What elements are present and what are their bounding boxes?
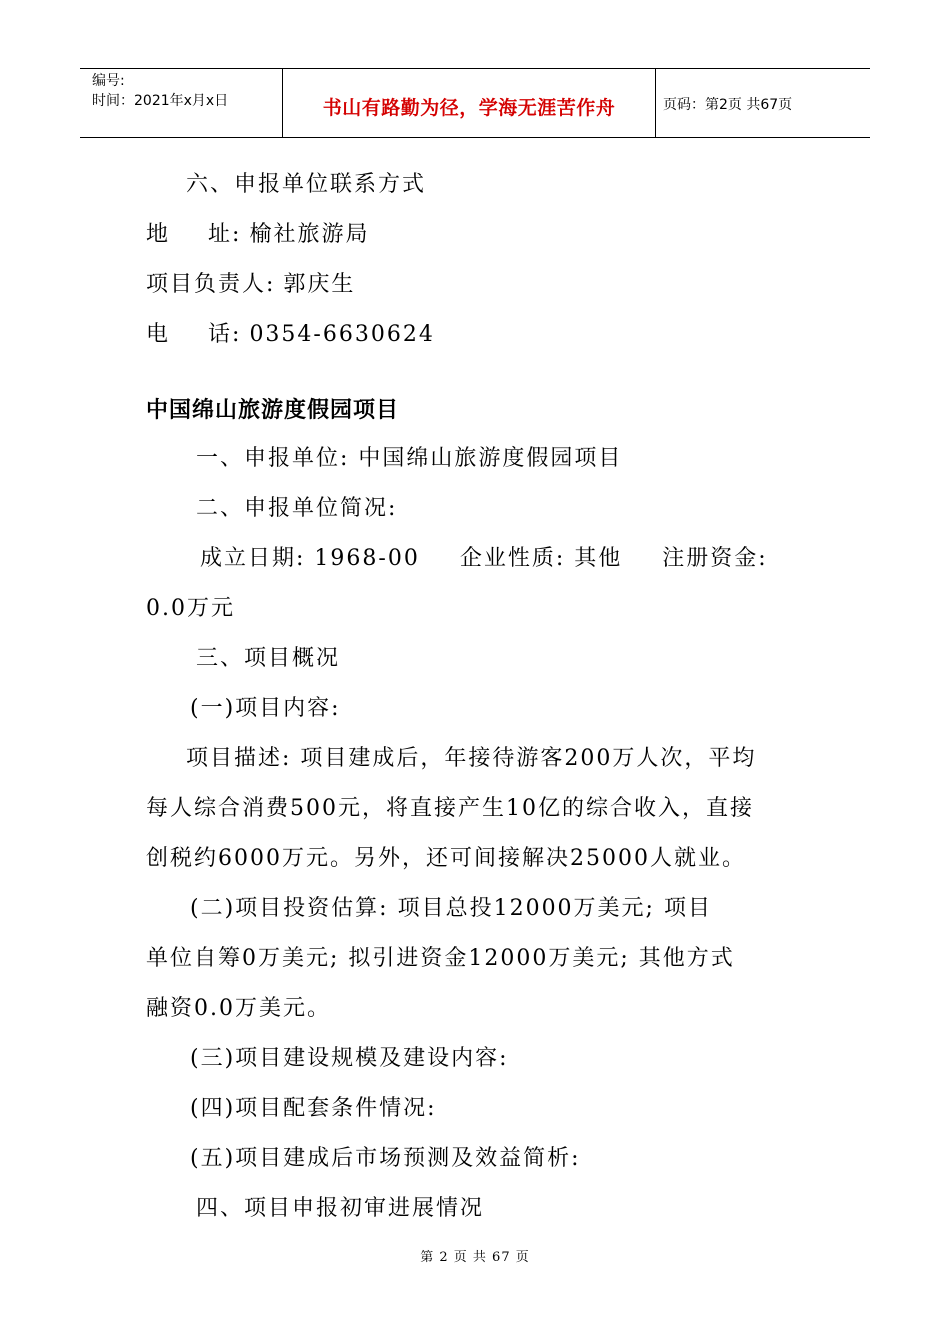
investment-line-1: (二)项目投资估算: 项目总投12000万美元; 项目 — [190, 896, 712, 921]
subsection-4: (四)项目配套条件情况: — [190, 1096, 437, 1121]
number-label: 编号: — [92, 73, 125, 89]
address-label-2: 址: — [208, 222, 242, 247]
header-meta-cell — [80, 69, 282, 137]
capital-value: 0.0万元 — [146, 596, 235, 621]
motto-text: 书山有路勤为径，学海无涯苦作舟 — [322, 97, 616, 119]
header-motto-cell — [282, 69, 656, 137]
page-info: 页码：第2页 共67页 — [663, 97, 793, 113]
page-header — [80, 68, 870, 138]
description-line-1: 项目描述: 项目建成后，年接待游客200万人次，平均 — [186, 746, 757, 771]
contact-heading: 六、申报单位联系方式 — [186, 172, 427, 197]
header-page-cell — [655, 69, 870, 137]
person-value: 郭庆生 — [283, 272, 356, 297]
person-label: 项目负责人: — [146, 272, 276, 297]
page-footer: 第 2 页 共 67 页 — [420, 1250, 530, 1265]
description-line-2: 每人综合消费500元，将直接产生10亿的综合收入，直接 — [146, 796, 754, 821]
subsection-5: (五)项目建成后市场预测及效益简析: — [190, 1146, 581, 1171]
person-line — [146, 270, 355, 300]
investment-line-2: 单位自筹0万美元; 拟引进资金12000万美元; 其他方式 — [146, 946, 735, 971]
address-line — [146, 220, 369, 250]
subsection-3: (三)项目建设规模及建设内容: — [190, 1046, 509, 1071]
phone-label: 电 — [146, 322, 171, 347]
phone-line — [146, 320, 435, 350]
project-title: 中国绵山旅游度假园项目 — [146, 398, 400, 423]
company-nature: 企业性质: 其他 — [459, 546, 623, 571]
section-4: 四、项目申报初审进展情况 — [196, 1196, 485, 1221]
section-1: 一、申报单位: 中国绵山旅游度假园项目 — [196, 446, 623, 471]
address-label: 地 — [146, 222, 171, 247]
section-2: 二、申报单位简况: — [196, 496, 398, 521]
description-line-3: 创税约6000万元。另外，还可间接解决25000人就业。 — [146, 846, 746, 871]
address-value: 榆社旅游局 — [249, 222, 370, 247]
time-label: 时间：2021年x月x日 — [92, 93, 229, 109]
phone-value: 0354-6630624 — [249, 322, 435, 347]
section-3: 三、项目概况 — [196, 646, 341, 671]
phone-label-2: 话: — [208, 322, 242, 347]
founded-date: 成立日期: 1968-00 — [200, 546, 420, 571]
company-info-line — [200, 544, 768, 574]
investment-line-3: 融资0.0万美元。 — [146, 996, 331, 1021]
subsection-1: (一)项目内容: — [190, 696, 341, 721]
capital-label: 注册资金: — [662, 546, 768, 571]
